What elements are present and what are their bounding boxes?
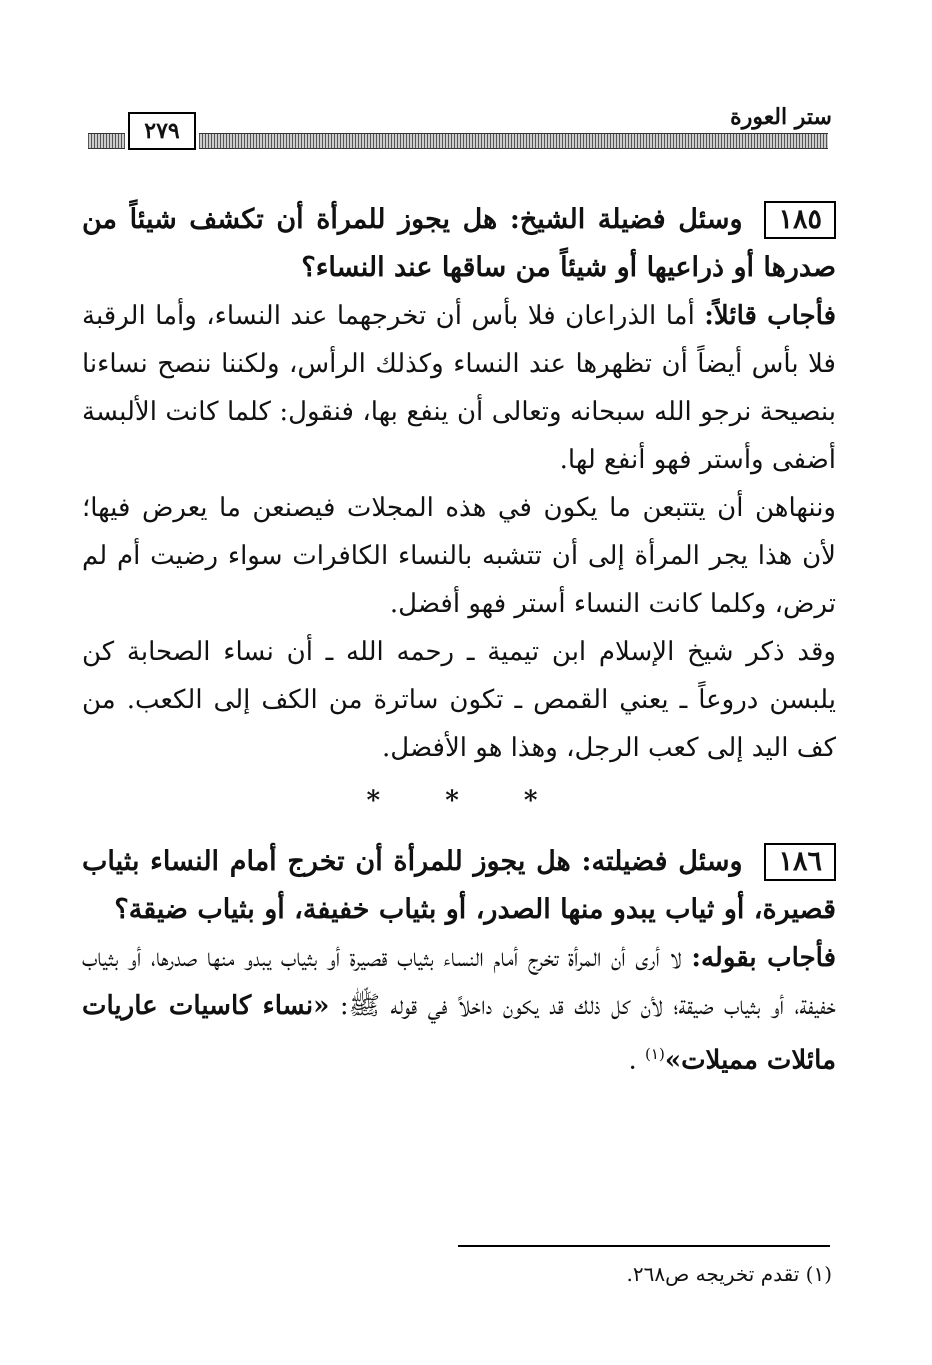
question-186-body: وسئل فضيلته: هل يجوز للمرأة أن تخرج أمام النساء بثياب قصيرة، أو ثياب يبدو منها الصدر، أو بثياب خفيفة، أو بثياب ضيقة؟ <box>82 846 836 925</box>
page-number: ٢٧٩ <box>128 112 196 150</box>
header-rule <box>88 133 828 149</box>
question-number-185: ١٨٥ <box>764 201 836 239</box>
question-number-186: ١٨٦ <box>764 843 836 881</box>
answer-185-lead: فأجاب قائلاً: <box>704 301 837 331</box>
answer-186-end: . <box>628 1045 637 1076</box>
answer-185-p2: وننهاهن أن يتتبعن ما يكون في هذه المجلات فيصنعن ما يعرض فيها؛ لأن هذا يجر المرأة إلى أن تتشبه بالنساء الكافرات سواء رضيت أم لم ترض، وكلما كانت النساء أستر فهو أفضل. <box>82 493 836 619</box>
hadith-quote: «نساء كاسيات عاريات مائلات مميلات» <box>82 991 836 1076</box>
question-185 <box>82 196 836 772</box>
running-header-title: ستر العورة <box>730 104 832 130</box>
answer-186-lead: فأجاب بقوله: <box>691 943 836 973</box>
section-separator: * * * <box>366 786 566 816</box>
footnote: (١) تقدم تخريجه ص٢٦٨. <box>626 1262 832 1286</box>
answer-185-p1 <box>82 292 836 484</box>
answer-186 <box>82 934 836 1085</box>
answer-185-p1-text: أما الذراعان فلا بأس أن تخرجهما عند النساء، وأما الرقبة فلا بأس أيضاً أن تظهرها عند النساء وكذلك الرأس، ولكننا ننصح نساءنا بنصيحة نرجو الله سبحانه وتعالى أن ينفع بها، فنقول: كلما كانت الألبسة أضفى وأستر فهو أنفع لها. <box>82 301 836 475</box>
answer-185-p3: وقد ذكر شيخ الإسلام ابن تيمية ـ رحمه الله ـ أن نساء الصحابة كن يلبسن دروعاً ـ يعني القمص ـ تكون ساترة من الكف إلى الكعب. من كف اليد إلى كعب الرجل، وهذا هو الأفضل. <box>82 637 836 763</box>
question-185-text <box>82 196 836 292</box>
answer-186-text: لا أرى أن المرأة تخرج أمام النساء بثياب قصيرة أو بثياب يبدو منها صدرها، أو بثياب خفيفة، أو بثياب ضيقة؛ لأن كل ذلك قد يكون داخلاً في قوله ﷺ: <box>82 943 837 1021</box>
question-186 <box>82 838 836 1085</box>
footnote-rule <box>458 1245 830 1247</box>
question-186-text <box>82 838 836 934</box>
footnote-reference: (١) <box>645 1045 665 1063</box>
question-185-body: وسئل فضيلة الشيخ: هل يجوز للمرأة أن تكشف شيئاً من صدرها أو ذراعيها أو شيئاً من ساقها عند النساء؟ <box>82 204 836 283</box>
